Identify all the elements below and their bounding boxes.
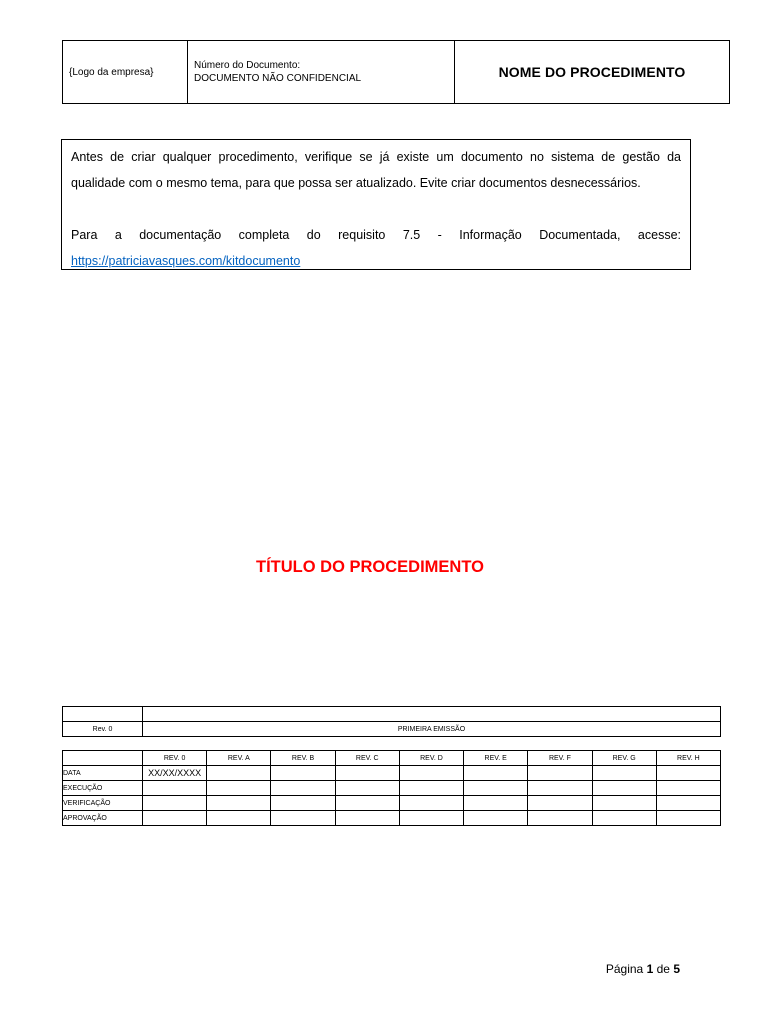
- approval-grid: [62, 750, 721, 826]
- table-cell: [656, 811, 720, 826]
- table-cell: [528, 781, 592, 796]
- kit-documento-link[interactable]: https://patriciavasques.com/kitdocumento: [71, 254, 301, 268]
- table-cell: [63, 707, 143, 722]
- table-cell: [399, 766, 463, 781]
- revision-table: [62, 706, 721, 737]
- table-cell: [143, 796, 207, 811]
- table-cell: XX/XX/XXXX: [143, 766, 207, 781]
- doc-number-label: Número do Documento:: [194, 60, 301, 71]
- table-cell: [464, 796, 528, 811]
- column-header: REV. F: [528, 751, 592, 766]
- doc-classification: DOCUMENTO NÃO CONFIDENCIAL: [194, 73, 362, 84]
- procedure-name: NOME DO PROCEDIMENTO: [498, 64, 686, 80]
- column-header: REV. G: [592, 751, 656, 766]
- document-number-cell: [188, 41, 455, 103]
- table-cell: [143, 707, 721, 722]
- document-header: [62, 40, 730, 104]
- table-cell: [271, 781, 335, 796]
- table-cell: [271, 766, 335, 781]
- table-row: [63, 766, 721, 781]
- table-cell: [207, 811, 271, 826]
- table-cell: [335, 781, 399, 796]
- table-cell: [592, 766, 656, 781]
- table-cell: [528, 811, 592, 826]
- table-cell: [656, 796, 720, 811]
- table-cell: [592, 781, 656, 796]
- note-paragraph-2-text: Para a documentação completa do requisito 7.5 - Informação Documentada, acesse:: [71, 228, 681, 242]
- column-header: REV. C: [335, 751, 399, 766]
- table-cell: [207, 781, 271, 796]
- total-pages: 5: [673, 962, 680, 976]
- table-cell: [143, 781, 207, 796]
- column-header: REV. H: [656, 751, 720, 766]
- table-cell: [143, 811, 207, 826]
- procedure-title: TÍTULO DO PROCEDIMENTO: [256, 558, 484, 576]
- table-cell: [335, 811, 399, 826]
- rev-description: PRIMEIRA EMISSÃO: [143, 722, 721, 737]
- table-cell: [464, 781, 528, 796]
- table-cell: [399, 781, 463, 796]
- table-cell: [656, 766, 720, 781]
- column-header: REV. E: [464, 751, 528, 766]
- table-cell: [207, 766, 271, 781]
- table-cell: [335, 766, 399, 781]
- table-row: [63, 811, 721, 826]
- table-cell: [592, 811, 656, 826]
- rev-label: Rev. 0: [63, 722, 143, 737]
- company-logo-placeholder: [63, 41, 188, 103]
- table-cell: [464, 811, 528, 826]
- column-header: REV. D: [399, 751, 463, 766]
- table-row: [63, 751, 721, 766]
- table-cell: [528, 796, 592, 811]
- row-label: VERIFICAÇÃO: [63, 796, 143, 811]
- table-row: [63, 796, 721, 811]
- column-header: REV. B: [271, 751, 335, 766]
- table-cell: [656, 781, 720, 796]
- table-cell: [464, 766, 528, 781]
- instruction-note: [61, 139, 691, 270]
- table-row: [63, 707, 721, 722]
- table-cell: [592, 796, 656, 811]
- page-number: [606, 962, 680, 976]
- column-header: REV. A: [207, 751, 271, 766]
- table-cell: [335, 796, 399, 811]
- table-row: [63, 722, 721, 737]
- table-row: [63, 781, 721, 796]
- note-paragraph-2: [71, 222, 681, 274]
- current-page: 1: [646, 962, 654, 976]
- row-label: APROVAÇÃO: [63, 811, 143, 826]
- row-label: EXECUÇÃO: [63, 781, 143, 796]
- row-label: DATA: [63, 766, 143, 781]
- procedure-name-cell: [455, 41, 729, 103]
- note-paragraph-1: Antes de criar qualquer procedimento, verifique se já existe um documento no sistema de gestão da qualidade com o mesmo tema, para que possa ser atualizado. Evite criar documentos desnecessários.: [71, 150, 681, 190]
- table-cell: [207, 796, 271, 811]
- table-cell: [63, 751, 143, 766]
- table-cell: [271, 811, 335, 826]
- logo-placeholder-text: {Logo da empresa}: [69, 66, 154, 78]
- page-word: Página: [605, 962, 644, 976]
- table-cell: [399, 811, 463, 826]
- column-header: REV. 0: [143, 751, 207, 766]
- of-word: de: [656, 962, 670, 976]
- table-cell: [271, 796, 335, 811]
- table-cell: [528, 766, 592, 781]
- table-cell: [399, 796, 463, 811]
